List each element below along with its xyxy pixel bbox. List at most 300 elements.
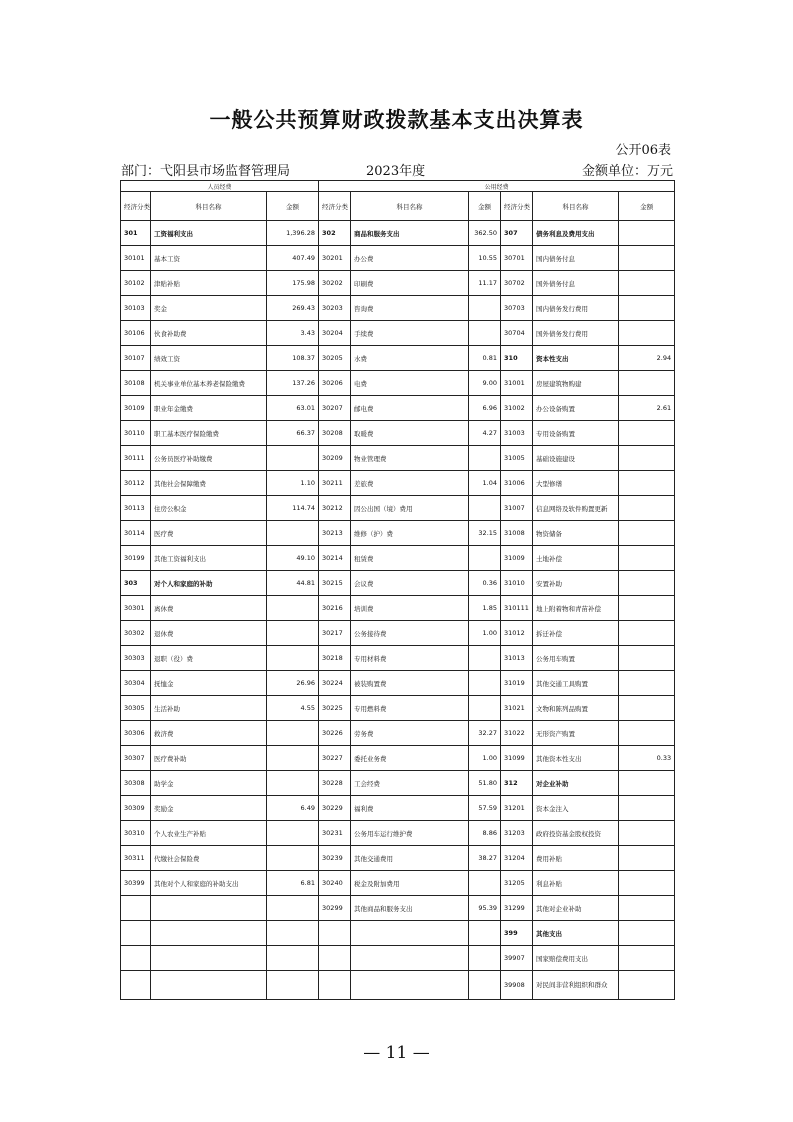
cell-name: 维修（护）费 xyxy=(351,521,469,546)
cell-code: 30240 xyxy=(319,871,351,896)
cell-name: 信息网络及软件购置更新 xyxy=(533,496,619,521)
table-row xyxy=(121,446,675,471)
cell-name: 工会经费 xyxy=(351,771,469,796)
cell-code xyxy=(121,921,151,946)
cell-amount: 32.27 xyxy=(469,721,501,746)
cell-amount: 26.96 xyxy=(267,671,319,696)
cell-name: 机关事业单位基本养老保险缴费 xyxy=(151,371,267,396)
table-row xyxy=(121,571,675,596)
cell-amount xyxy=(619,921,675,946)
cell-code: 310 xyxy=(501,346,533,371)
cell-name: 资本金注入 xyxy=(533,796,619,821)
cell-code: 30106 xyxy=(121,321,151,346)
cell-name xyxy=(151,946,267,971)
cell-name: 差旅费 xyxy=(351,471,469,496)
cell-code: 30304 xyxy=(121,671,151,696)
cell-amount: 63.01 xyxy=(267,396,319,421)
cell-amount: 49.10 xyxy=(267,546,319,571)
cell-amount xyxy=(619,771,675,796)
cell-code: 31001 xyxy=(501,371,533,396)
cell-name: 离休费 xyxy=(151,596,267,621)
cell-name: 专用燃料费 xyxy=(351,696,469,721)
table-row xyxy=(121,671,675,696)
col-header-amount: 金额 xyxy=(619,192,675,221)
department-label: 部门：弋阳县市场监督管理局 xyxy=(121,164,291,179)
cell-amount xyxy=(469,546,501,571)
table-row xyxy=(121,946,675,971)
cell-amount xyxy=(619,446,675,471)
cell-amount: 32.15 xyxy=(469,521,501,546)
cell-code: 30209 xyxy=(319,446,351,471)
cell-code: 30103 xyxy=(121,296,151,321)
cell-code: 31010 xyxy=(501,571,533,596)
cell-name: 其他支出 xyxy=(533,921,619,946)
cell-code: 30211 xyxy=(319,471,351,496)
cell-name: 国内债务付息 xyxy=(533,246,619,271)
col-header-amount: 金额 xyxy=(267,192,319,221)
cell-code: 31009 xyxy=(501,546,533,571)
cell-name: 政府投资基金股权投资 xyxy=(533,821,619,846)
cell-name xyxy=(151,971,267,1000)
cell-code: 30201 xyxy=(319,246,351,271)
cell-code: 307 xyxy=(501,221,533,246)
cell-code: 31002 xyxy=(501,396,533,421)
cell-code: 30111 xyxy=(121,446,151,471)
cell-amount xyxy=(469,671,501,696)
cell-amount xyxy=(469,696,501,721)
cell-code: 30239 xyxy=(319,846,351,871)
cell-amount xyxy=(619,221,675,246)
cell-name xyxy=(351,946,469,971)
cell-name: 租赁费 xyxy=(351,546,469,571)
cell-name: 公务员医疗补助缴费 xyxy=(151,446,267,471)
cell-amount: 1,396.28 xyxy=(267,221,319,246)
cell-name: 救济费 xyxy=(151,721,267,746)
cell-amount xyxy=(619,946,675,971)
cell-name: 办公费 xyxy=(351,246,469,271)
cell-code: 30701 xyxy=(501,246,533,271)
cell-name: 商品和服务支出 xyxy=(351,221,469,246)
cell-code: 31203 xyxy=(501,821,533,846)
table-row xyxy=(121,696,675,721)
cell-amount xyxy=(619,646,675,671)
table-row xyxy=(121,721,675,746)
table-row xyxy=(121,821,675,846)
cell-amount: 137.26 xyxy=(267,371,319,396)
cell-code: 30299 xyxy=(319,896,351,921)
cell-name: 医疗费补助 xyxy=(151,746,267,771)
cell-code: 31007 xyxy=(501,496,533,521)
cell-code: 31021 xyxy=(501,696,533,721)
cell-name xyxy=(151,896,267,921)
cell-amount xyxy=(619,521,675,546)
cell-amount: 1.00 xyxy=(469,746,501,771)
cell-amount: 57.59 xyxy=(469,796,501,821)
cell-name: 利息补贴 xyxy=(533,871,619,896)
cell-name: 住房公积金 xyxy=(151,496,267,521)
cell-name: 国外债务发行费用 xyxy=(533,321,619,346)
cell-amount xyxy=(267,621,319,646)
cell-name xyxy=(351,971,469,1000)
cell-code xyxy=(121,971,151,1000)
cell-amount xyxy=(469,871,501,896)
cell-amount: 10.55 xyxy=(469,246,501,271)
cell-code: 30208 xyxy=(319,421,351,446)
cell-amount xyxy=(619,821,675,846)
cell-name: 其他商品和服务支出 xyxy=(351,896,469,921)
table-row xyxy=(121,771,675,796)
table-row xyxy=(121,896,675,921)
cell-name: 抚恤金 xyxy=(151,671,267,696)
cell-name: 房屋建筑物购建 xyxy=(533,371,619,396)
table-row xyxy=(121,296,675,321)
cell-amount xyxy=(267,921,319,946)
table-row xyxy=(121,846,675,871)
cell-code: 310111 xyxy=(501,596,533,621)
cell-amount xyxy=(267,946,319,971)
cell-name: 工资福利支出 xyxy=(151,221,267,246)
cell-name: 无形资产购置 xyxy=(533,721,619,746)
cell-code: 30213 xyxy=(319,521,351,546)
cell-amount xyxy=(267,771,319,796)
cell-code xyxy=(319,971,351,1000)
table-row xyxy=(121,346,675,371)
report-meta xyxy=(121,160,673,180)
report-title: 一般公共预算财政拨款基本支出决算表 xyxy=(209,108,584,132)
cell-amount xyxy=(619,471,675,496)
cell-name: 咨询费 xyxy=(351,296,469,321)
cell-name: 资本性支出 xyxy=(533,346,619,371)
cell-code: 30308 xyxy=(121,771,151,796)
cell-name: 对个人和家庭的补助 xyxy=(151,571,267,596)
cell-amount xyxy=(267,896,319,921)
cell-name: 其他交通费用 xyxy=(351,846,469,871)
cell-amount xyxy=(619,496,675,521)
cell-amount: 8.86 xyxy=(469,821,501,846)
cell-amount: 0.33 xyxy=(619,746,675,771)
cell-name: 伙食补助费 xyxy=(151,321,267,346)
table-body xyxy=(121,221,675,1000)
cell-amount xyxy=(619,596,675,621)
cell-name: 被装购置费 xyxy=(351,671,469,696)
cell-code: 30214 xyxy=(319,546,351,571)
cell-name: 国内债务发行费用 xyxy=(533,296,619,321)
col-header-code: 经济分类 xyxy=(319,192,351,221)
table-row xyxy=(121,921,675,946)
cell-amount xyxy=(619,296,675,321)
cell-name: 奖励金 xyxy=(151,796,267,821)
table-row xyxy=(121,471,675,496)
cell-code: 31013 xyxy=(501,646,533,671)
cell-code: 30212 xyxy=(319,496,351,521)
cell-code: 31205 xyxy=(501,871,533,896)
table-row xyxy=(121,321,675,346)
cell-name: 印刷费 xyxy=(351,271,469,296)
cell-name: 基本工资 xyxy=(151,246,267,271)
cell-name: 公务接待费 xyxy=(351,621,469,646)
cell-code: 30307 xyxy=(121,746,151,771)
cell-code: 30311 xyxy=(121,846,151,871)
cell-code: 30114 xyxy=(121,521,151,546)
cell-amount xyxy=(619,621,675,646)
cell-amount xyxy=(469,921,501,946)
cell-amount: 38.27 xyxy=(469,846,501,871)
cell-name: 助学金 xyxy=(151,771,267,796)
table-row xyxy=(121,371,675,396)
year-label: 2023年度 xyxy=(366,164,426,179)
cell-code: 31201 xyxy=(501,796,533,821)
cell-name: 其他社会保障缴费 xyxy=(151,471,267,496)
cell-code: 31204 xyxy=(501,846,533,871)
cell-code: 30218 xyxy=(319,646,351,671)
table-row xyxy=(121,871,675,896)
cell-code: 30107 xyxy=(121,346,151,371)
cell-amount: 362.50 xyxy=(469,221,501,246)
table-row xyxy=(121,246,675,271)
cell-amount xyxy=(619,321,675,346)
table-row xyxy=(121,496,675,521)
unit-label: 金额单位：万元 xyxy=(581,164,673,179)
cell-amount xyxy=(619,671,675,696)
cell-name: 基础设施建设 xyxy=(533,446,619,471)
cell-name: 其他对企业补助 xyxy=(533,896,619,921)
cell-name: 税金及附加费用 xyxy=(351,871,469,896)
cell-code: 39908 xyxy=(501,971,533,1000)
cell-code xyxy=(319,946,351,971)
cell-code: 30101 xyxy=(121,246,151,271)
cell-name: 奖金 xyxy=(151,296,267,321)
cell-name: 物资储备 xyxy=(533,521,619,546)
cell-amount: 175.98 xyxy=(267,271,319,296)
cell-amount: 44.81 xyxy=(267,571,319,596)
cell-amount: 4.55 xyxy=(267,696,319,721)
cell-amount xyxy=(619,271,675,296)
cell-amount: 6.81 xyxy=(267,871,319,896)
cell-name: 专用设备购置 xyxy=(533,421,619,446)
cell-code: 30202 xyxy=(319,271,351,296)
table-row xyxy=(121,646,675,671)
cell-amount xyxy=(469,946,501,971)
cell-amount xyxy=(267,446,319,471)
cell-code: 303 xyxy=(121,571,151,596)
cell-amount xyxy=(267,721,319,746)
cell-name: 国外债务付息 xyxy=(533,271,619,296)
cell-code: 30225 xyxy=(319,696,351,721)
cell-name: 电费 xyxy=(351,371,469,396)
cell-name: 对民间非营利组织和群众 xyxy=(533,971,619,1000)
cell-code: 31022 xyxy=(501,721,533,746)
cell-amount: 0.81 xyxy=(469,346,501,371)
table-row xyxy=(121,621,675,646)
cell-amount: 51.80 xyxy=(469,771,501,796)
cell-name: 拆迁补偿 xyxy=(533,621,619,646)
cell-amount: 3.43 xyxy=(267,321,319,346)
cell-amount xyxy=(619,696,675,721)
group-header-row xyxy=(121,181,675,192)
cell-code: 30704 xyxy=(501,321,533,346)
cell-code: 30310 xyxy=(121,821,151,846)
cell-code: 30228 xyxy=(319,771,351,796)
cell-amount xyxy=(619,421,675,446)
cell-amount xyxy=(619,571,675,596)
cell-amount: 66.37 xyxy=(267,421,319,446)
budget-table xyxy=(120,180,675,1000)
cell-code: 30301 xyxy=(121,596,151,621)
cell-amount xyxy=(267,646,319,671)
table-row xyxy=(121,421,675,446)
cell-code xyxy=(121,946,151,971)
cell-name: 债务利息及费用支出 xyxy=(533,221,619,246)
cell-amount xyxy=(267,846,319,871)
cell-amount xyxy=(619,896,675,921)
cell-name: 职业年金缴费 xyxy=(151,396,267,421)
cell-amount: 0.36 xyxy=(469,571,501,596)
cell-name: 退职（役）费 xyxy=(151,646,267,671)
cell-code: 30108 xyxy=(121,371,151,396)
cell-code: 30203 xyxy=(319,296,351,321)
cell-name: 对企业补助 xyxy=(533,771,619,796)
cell-code: 30306 xyxy=(121,721,151,746)
table-row xyxy=(121,521,675,546)
cell-name: 大型修缮 xyxy=(533,471,619,496)
cell-amount xyxy=(619,971,675,1000)
cell-code: 30109 xyxy=(121,396,151,421)
cell-name: 代缴社会保险费 xyxy=(151,846,267,871)
cell-code: 30110 xyxy=(121,421,151,446)
cell-name: 会议费 xyxy=(351,571,469,596)
cell-name: 生活补助 xyxy=(151,696,267,721)
cell-amount xyxy=(267,746,319,771)
cell-amount: 1.10 xyxy=(267,471,319,496)
cell-code: 39907 xyxy=(501,946,533,971)
cell-code: 30702 xyxy=(501,271,533,296)
col-header-code: 经济分类 xyxy=(501,192,533,221)
cell-name: 文物和陈列品购置 xyxy=(533,696,619,721)
cell-amount: 11.17 xyxy=(469,271,501,296)
cell-name: 其他交通工具购置 xyxy=(533,671,619,696)
cell-code: 30216 xyxy=(319,596,351,621)
cell-code: 30102 xyxy=(121,271,151,296)
cell-name: 邮电费 xyxy=(351,396,469,421)
cell-name: 办公设备购置 xyxy=(533,396,619,421)
cell-name: 水费 xyxy=(351,346,469,371)
group-header-personnel: 人员经费 xyxy=(121,181,319,192)
cell-amount: 2.61 xyxy=(619,396,675,421)
cell-name xyxy=(351,921,469,946)
cell-code: 30229 xyxy=(319,796,351,821)
table-row xyxy=(121,746,675,771)
cell-code: 30207 xyxy=(319,396,351,421)
cell-amount: 6.96 xyxy=(469,396,501,421)
cell-code: 30399 xyxy=(121,871,151,896)
cell-name: 医疗费 xyxy=(151,521,267,546)
cell-code: 302 xyxy=(319,221,351,246)
cell-amount: 108.37 xyxy=(267,346,319,371)
cell-name: 因公出国（境）费用 xyxy=(351,496,469,521)
table-row xyxy=(121,971,675,1000)
cell-amount xyxy=(469,296,501,321)
cell-amount xyxy=(267,971,319,1000)
cell-amount xyxy=(619,846,675,871)
cell-amount xyxy=(267,521,319,546)
cell-code: 30305 xyxy=(121,696,151,721)
cell-code: 30226 xyxy=(319,721,351,746)
cell-amount xyxy=(469,321,501,346)
cell-code: 31099 xyxy=(501,746,533,771)
cell-name: 津贴补贴 xyxy=(151,271,267,296)
cell-code: 30205 xyxy=(319,346,351,371)
cell-code: 30217 xyxy=(319,621,351,646)
cell-amount: 1.00 xyxy=(469,621,501,646)
cell-code: 31299 xyxy=(501,896,533,921)
cell-amount xyxy=(619,796,675,821)
cell-code: 301 xyxy=(121,221,151,246)
table-row xyxy=(121,596,675,621)
cell-code: 399 xyxy=(501,921,533,946)
cell-name: 国家赔偿费用支出 xyxy=(533,946,619,971)
cell-name: 安置补助 xyxy=(533,571,619,596)
cell-code: 31006 xyxy=(501,471,533,496)
cell-amount xyxy=(619,546,675,571)
cell-code: 30303 xyxy=(121,646,151,671)
cell-amount: 6.49 xyxy=(267,796,319,821)
cell-name: 公务用车运行维护费 xyxy=(351,821,469,846)
cell-amount xyxy=(619,371,675,396)
cell-code: 30199 xyxy=(121,546,151,571)
page-number: — 11 — xyxy=(363,1043,430,1063)
cell-name: 其他工资福利支出 xyxy=(151,546,267,571)
col-header-name: 科目名称 xyxy=(351,192,469,221)
cell-name: 公务用车购置 xyxy=(533,646,619,671)
cell-code: 31019 xyxy=(501,671,533,696)
cell-name: 土地补偿 xyxy=(533,546,619,571)
cell-amount xyxy=(619,246,675,271)
cell-name: 地上附着物和青苗补偿 xyxy=(533,596,619,621)
cell-code: 30302 xyxy=(121,621,151,646)
cell-amount xyxy=(469,646,501,671)
table-row xyxy=(121,796,675,821)
cell-code: 31003 xyxy=(501,421,533,446)
cell-amount: 2.94 xyxy=(619,346,675,371)
cell-name: 培训费 xyxy=(351,596,469,621)
group-header-public: 公用经费 xyxy=(319,181,675,192)
col-header-code: 经济分类 xyxy=(121,192,151,221)
cell-code: 30231 xyxy=(319,821,351,846)
cell-name: 专用材料费 xyxy=(351,646,469,671)
col-header-name: 科目名称 xyxy=(151,192,267,221)
cell-code: 30309 xyxy=(121,796,151,821)
table-row xyxy=(121,271,675,296)
cell-name: 取暖费 xyxy=(351,421,469,446)
cell-name: 福利费 xyxy=(351,796,469,821)
cell-code: 30112 xyxy=(121,471,151,496)
cell-code: 31005 xyxy=(501,446,533,471)
cell-code: 30227 xyxy=(319,746,351,771)
table-row xyxy=(121,546,675,571)
cell-code: 30204 xyxy=(319,321,351,346)
cell-code: 31012 xyxy=(501,621,533,646)
cell-code xyxy=(319,921,351,946)
cell-amount: 9.00 xyxy=(469,371,501,396)
cell-amount: 269.43 xyxy=(267,296,319,321)
cell-code xyxy=(121,896,151,921)
cell-amount xyxy=(619,721,675,746)
col-header-amount: 金额 xyxy=(469,192,501,221)
cell-code: 30703 xyxy=(501,296,533,321)
cell-code: 30215 xyxy=(319,571,351,596)
cell-name: 其他对个人和家庭的补助支出 xyxy=(151,871,267,896)
cell-amount: 1.04 xyxy=(469,471,501,496)
